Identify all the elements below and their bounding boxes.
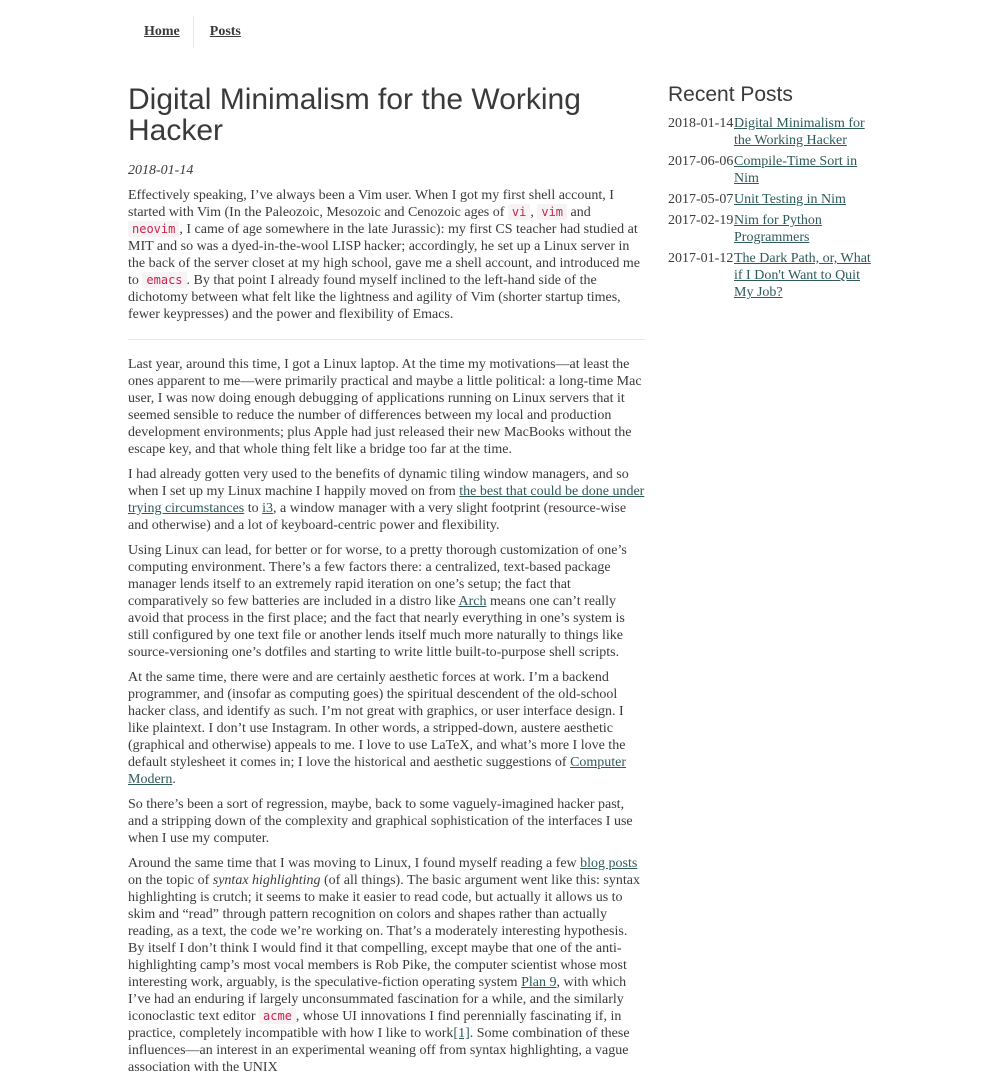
recent-post-link[interactable]: Digital Minimalism for the Working Hacker <box>734 116 865 148</box>
link-best-under-circumstances[interactable]: the best that could be done under trying circumstances <box>128 484 645 516</box>
recent-posts-title: Recent Posts <box>668 83 793 106</box>
paragraph-7 <box>128 855 645 1076</box>
text-segment: , I came of age somewhere in the late Jurassic): my first CS teacher had studied at MIT and so was a dyed-in-the-wool LISP hacker; accordingly, he set up a Linux server in the back of the server closet at my high school, gave me a shell account, and introduced me to <box>128 222 640 288</box>
text-segment: , whose UI innovations I find perennially fascinating if, in practice, completely incompatible with how I like to work <box>128 1009 622 1041</box>
recent-post-item <box>668 250 878 301</box>
paragraph-1 <box>128 187 645 323</box>
text-segment: I had already gotten very used to the benefits of dynamic tiling window managers, and so when I set up my Linux machine I happily moved on from <box>128 467 629 499</box>
inline-code-acme: acme <box>259 1008 296 1024</box>
footnote-link-1[interactable]: [1] <box>453 1026 470 1041</box>
text-segment: At the same time, there were and are certainly aesthetic forces at work. I’m a backend programmer, and (insofar as computing goes) the spiritual descendent of the old-school hacker class, and identify as such. I’m not great with graphics, or user interface design. I like plaintext. I don’t use Instagram. In other words, a stripped-down, austere aesthetic (graphical and otherwise) appeals to me. I love to use LaTeX, and what’s more I love the default stylesheet it comes in; I love the historical and aesthetic suggestions of <box>128 670 626 770</box>
inline-code-vi: vi <box>508 204 530 220</box>
recent-post-item <box>668 115 878 149</box>
link-arch[interactable]: Arch <box>458 594 487 609</box>
text-segment: means one can’t really avoid that process in the first place; and the fact that nearly everything in one’s system is still configured by one text file or another lends itself much more naturally to things like source-versioning one’s dotfiles and starting to write little built-to-purpose shell scripts. <box>128 594 625 660</box>
recent-post-date: 2017-02-19 <box>668 213 734 228</box>
text-segment: , <box>530 205 538 220</box>
text-segment: Around the same time that I was moving to Linux, I found myself reading a few <box>128 856 581 871</box>
recent-post-link[interactable]: The Dark Path, or, What if I Don't Want to Quit My Job? <box>734 251 871 300</box>
paragraph-6: So there’s been a sort of regression, maybe, back to some vaguely-imagined hacker past, and a stripping down of the complexity and graphical sophistication of the interfaces I use when I use my computer. <box>128 797 633 846</box>
text-segment: to <box>244 501 263 516</box>
post-date: 2018-01-14 <box>128 163 194 178</box>
recent-post-link[interactable]: Unit Testing in Nim <box>734 192 846 207</box>
recent-post-link[interactable]: Compile-Time Sort in Nim <box>734 154 858 186</box>
inline-code-emacs: emacs <box>142 272 186 288</box>
recent-post-date: 2017-06-06 <box>668 154 734 169</box>
inline-code-vim: vim <box>537 204 567 220</box>
recent-post-date: 2018-01-14 <box>668 116 734 131</box>
link-i3[interactable]: i3 <box>262 501 274 516</box>
text-segment: and <box>567 205 591 220</box>
text-segment: , with which I’ve had an enduring if largely unconsummated fascination for a while, and the similarly iconoclastic text editor <box>128 975 627 1024</box>
link-computer-modern[interactable]: Computer Modern <box>128 755 627 787</box>
paragraph-5 <box>128 669 645 788</box>
recent-post-date: 2017-01-12 <box>668 251 734 266</box>
text-segment: . <box>172 772 176 787</box>
recent-post-date: 2017-05-07 <box>668 192 734 207</box>
text-segment: , a window manager with a very slight footprint (resource-wise and otherwise) and a lot of keyboard-centric power and flexibility. <box>128 501 627 533</box>
emphasis-syntax-highlighting: syntax highlighting <box>212 873 321 888</box>
section-divider <box>128 339 645 340</box>
link-plan-9[interactable]: Plan 9 <box>521 975 557 990</box>
post-title: Digital Minimalism for the Working Hacker <box>128 83 581 147</box>
recent-post-item <box>668 153 878 187</box>
recent-posts-sidebar <box>668 80 878 305</box>
text-segment: on the topic of <box>128 873 213 888</box>
text-segment: (of all things). The basic argument went like this: syntax highlighting is crutch; it seems to make it easier to read code, but actually it allows us to skim and “read” through pattern recognition on colors and shapes rather than actually reading, as a text, the code we’re working on. That’s a moderately interesting hypothesis. By itself I don’t think I would find it that compelling, except maybe that one of the anti-highlighting camp’s most vocal members is Rob Pike, the computer scientist whose most interesting work, arguably, is the speculative-fiction operating system <box>128 873 640 990</box>
paragraph-4 <box>128 542 645 661</box>
recent-post-item <box>668 191 878 208</box>
inline-code-neovim: neovim <box>128 221 179 237</box>
text-segment: . By that point I already found myself inclined to the left-hand side of the dichotomy between what felt like the lightness and agility of Vim (shorter startup times, fewer keypresses) and the power and flexibility of Emacs. <box>128 273 621 322</box>
text-segment: Effectively speaking, I’ve always been a Vim user. When I got my first shell account, I started with Vim (In the Paleozoic, Mesozoic and Cenozoic ages of <box>128 188 614 220</box>
text-segment: Using Linux can lead, for better or for worse, to a pretty thorough customization of one’s computing environment. There’s a few factors there: a centralized, text-based package manager lends itself to an extremely rapid iteration on one’s setup; the fact that comparatively so few batteries are included in a distro like <box>128 543 627 609</box>
recent-post-item <box>668 212 878 246</box>
top-nav <box>128 16 254 48</box>
nav-home-link[interactable]: Home <box>144 24 180 39</box>
paragraph-2: Last year, around this time, I got a Linux laptop. At the time my motivations—at least the ones apparent to me—were primarily practical and maybe a little political: a long-time Mac user, I was now doing enough debugging of applications running on Linux servers that it seemed sensible to reduce the number of differences between my local and production development environments; plus Apple had just released their new MacBooks without the escape key, and that whole thing felt like a bridge too far at the time. <box>128 357 642 457</box>
text-segment: . Some combination of these influences—an interest in an experimental weaning off from syntax highlighting, a vague association with the UNIX <box>128 1026 630 1075</box>
paragraph-3 <box>128 466 645 534</box>
nav-posts-link[interactable]: Posts <box>193 16 254 48</box>
post-article <box>128 80 645 1084</box>
link-blog-posts[interactable]: blog posts <box>580 856 638 871</box>
recent-post-link[interactable]: Nim for Python Programmers <box>734 213 822 245</box>
